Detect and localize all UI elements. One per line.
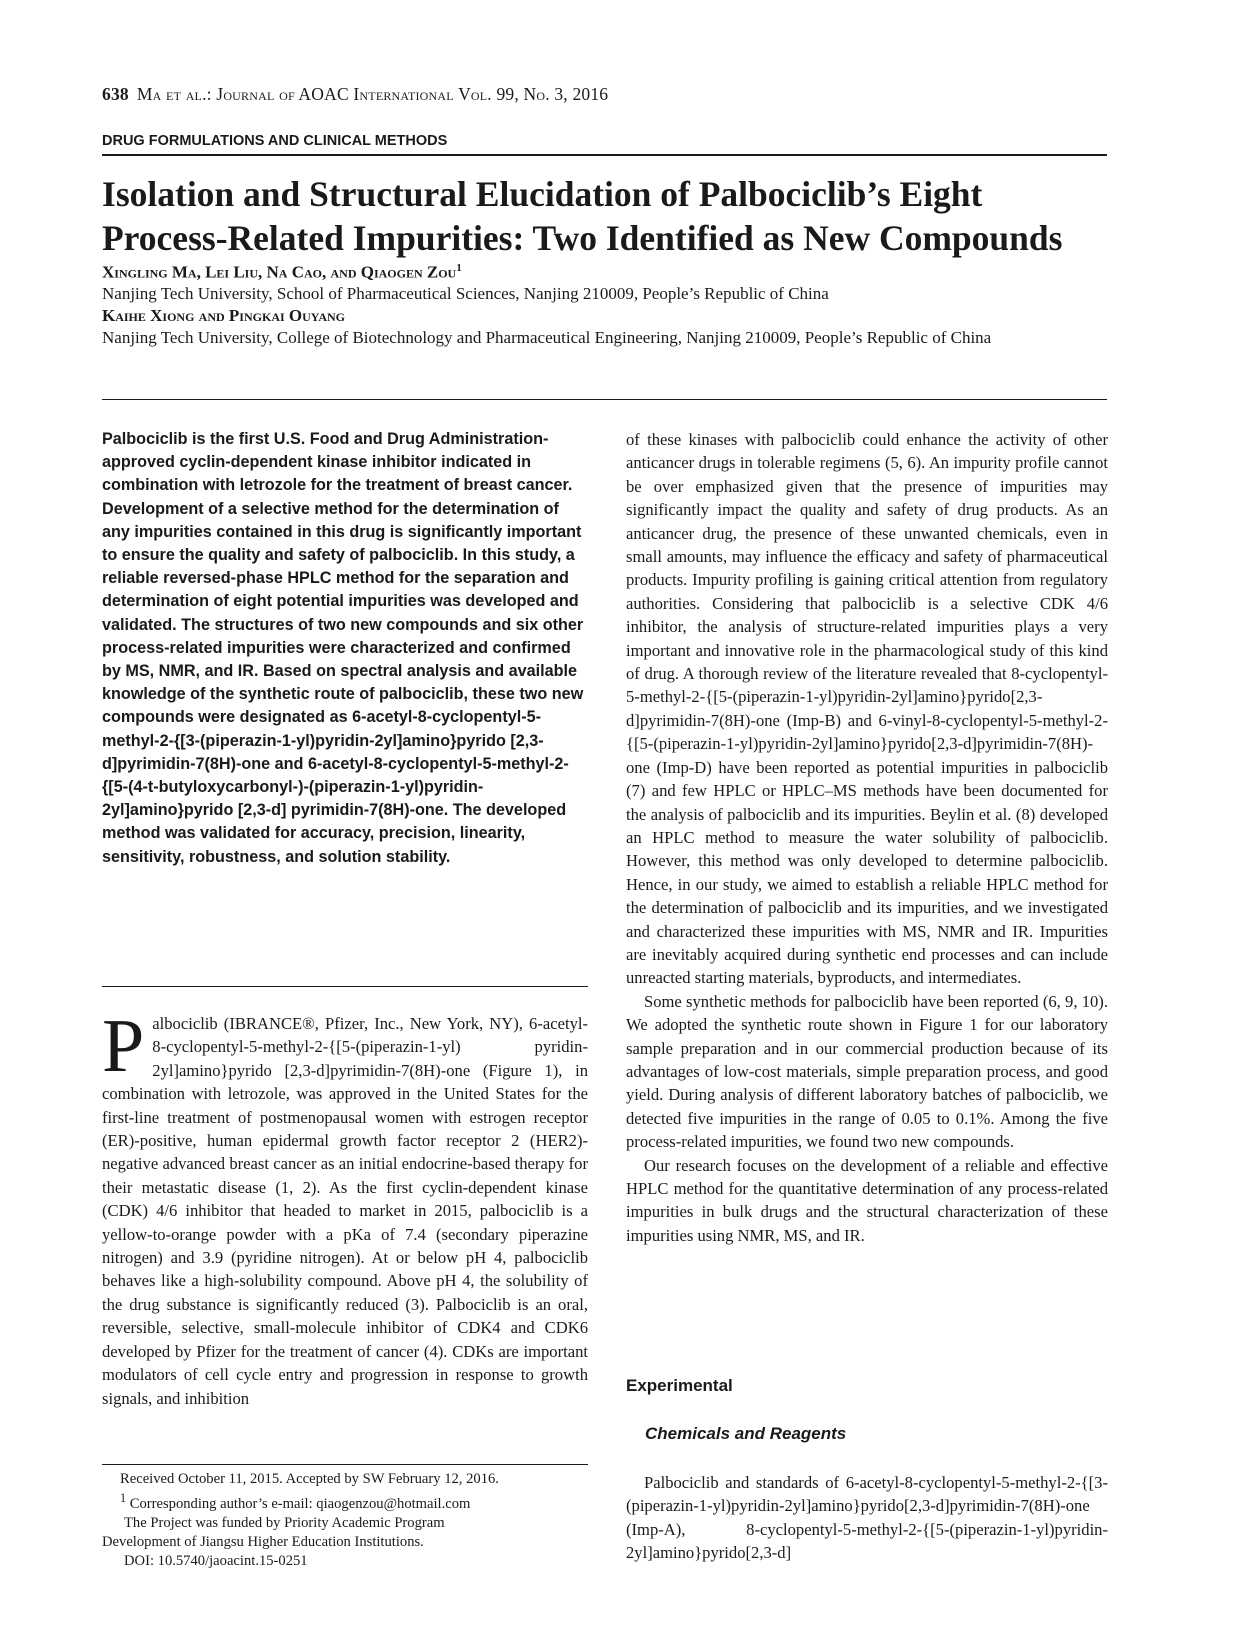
- section-label: DRUG FORMULATIONS AND CLINICAL METHODS: [102, 133, 448, 149]
- author-group-1: [102, 262, 1112, 283]
- experimental-heading: Experimental: [626, 1376, 733, 1395]
- author-group-2: Kaihe Xiong and Pingkai Ouyang: [102, 306, 346, 325]
- section-rule: [102, 154, 1107, 156]
- abstract-rule: [102, 986, 588, 987]
- paragraph-2: Some synthetic methods for palbociclib have been reported (6, 9, 10). We adopted the synthetic route shown in Figure 1 for our laboratory sample preparation and in our commercial production because of its advantages of low-cost materials, simple preparation process, and good yield. During analysis of different laboratory batches of palbociclib, we detected five impurities in the range of 0.05 to 0.1%. Among the five process-related impurities, we found two new compounds.: [626, 991, 1108, 1152]
- article-title: [102, 172, 1112, 260]
- corresponding-marker: 1: [456, 262, 462, 274]
- footnote-funding-2: Development of Jiangsu Higher Education Institutions.: [102, 1533, 424, 1550]
- affiliation-2: Nanjing Tech University, College of Biotechnology and Pharmaceutical Engineering, Nanjing 210009, People’s Republic of China: [102, 328, 992, 347]
- footnote-funding-1: The Project was funded by Priority Academic Program: [124, 1514, 445, 1531]
- footnote-rule: [102, 1464, 588, 1465]
- author-names-1: Xingling Ma, Lei Liu, Na Cao, and Qiaogen Zou: [102, 262, 457, 282]
- header-rule: [102, 399, 1107, 400]
- footnotes: [102, 1470, 588, 1571]
- footnote-doi: DOI: 10.5740/jaoacint.15-0251: [124, 1552, 308, 1569]
- title-line-2: Process-Related Impurities: Two Identified as New Compounds: [102, 218, 1063, 258]
- right-column: [626, 428, 1108, 1247]
- title-line-1: Isolation and Structural Elucidation of Palbociclib’s Eight: [102, 174, 983, 214]
- affiliation-1: Nanjing Tech University, School of Pharmaceutical Sciences, Nanjing 210009, People’s Republic of China: [102, 284, 829, 303]
- chemicals-subheading: Chemicals and Reagents: [645, 1424, 847, 1443]
- footnote-corresponding: [102, 1489, 588, 1514]
- chemicals-paragraph: Palbociclib and standards of 6-acetyl-8-cyclopentyl-5-methyl-2-{[3-(piperazin-1-yl)pyridin-2yl]amino}pyrido[2,3-d]pyrimidin-7(8H)-one (Imp-A), 8-cyclopentyl-5-methyl-2-{[5-(piperazin-1-yl)pyridin-2yl]amino}pyrido[2,3-d]: [626, 1473, 1108, 1563]
- footnote-received: Received October 11, 2015. Accepted by SW February 12, 2016.: [120, 1471, 499, 1487]
- paragraph-3: Our research focuses on the development of a reliable and effective HPLC method for the quantitative determination of any process-related impurities in bulk drugs and the structural characterization of these impurities using NMR, MS, and IR.: [626, 1155, 1108, 1245]
- page-number: 638: [102, 84, 129, 104]
- drop-cap: P: [102, 1004, 145, 1088]
- journal-citation: Ma et al.: Journal of AOAC International Vol. 99, No. 3, 2016: [136, 84, 609, 104]
- abstract: Palbociclib is the first U.S. Food and Drug Administration-approved cyclin-dependent kinase inhibitor indicated in combination with letrozole for the treatment of breast cancer. Development of a selective method for the determination of any impurities contained in this drug is significantly important to ensure the quality and safety of palbociclib. In this study, a reliable reversed-phase HPLC method for the separation and determination of eight potential impurities was developed and validated. The structures of two new compounds and six other process-related impurities were characterized and confirmed by MS, NMR, and IR. Based on spectral analysis and available knowledge of the synthetic route of palbociclib, these two new compounds were designated as 6-acetyl-8-cyclopentyl-5-methyl-2-{[3-(piperazin-1-yl)pyridin-2yl]amino}pyrido [2,3-d]pyrimidin-7(8H)-one and 6-acetyl-8-cyclopentyl-5-methyl-2-{[5-(4-t-butyloxycarbonyl-)-(piperazin-1-yl)pyridin-2yl]amino}pyrido [2,3-d] pyrimidin-7(8H)-one. The developed method was validated for accuracy, precision, linearity, sensitivity, robustness, and solution stability.: [102, 430, 584, 866]
- footnote-marker: 1: [120, 1491, 127, 1505]
- intro-text: albociclib (IBRANCE®, Pfizer, Inc., New York, NY), 6-acetyl-8-cyclopentyl-5-methyl-2-{[5-(piperazin-1-yl) pyridin-2yl]amino}pyrido [2,3-d]pyrimidin-7(8H)-one (Figure 1), in combination with letrozole, was approved in the United States for the first-line treatment of postmenopausal women with estrogen receptor (ER)-positive, human epidermal growth factor receptor 2 (HER2)-negative advanced breast cancer as an initial endocrine-based therapy for their metastatic disease (1, 2). As the first cyclin-dependent kinase (CDK) 4/6 inhibitor that headed to market in 2015, palbociclib is a yellow-to-orange powder with a pKa of 7.4 (secondary piperazine nitrogen) and 3.9 (pyridine nitrogen). At or below pH 4, palbociclib behaves like a high-solubility compound. Above pH 4, the solubility of the drug substance is significantly reduced (3). Palbociclib is an oral, reversible, selective, small-molecule inhibitor of CDK4 and CDK6 developed by Pfizer for the treatment of cancer (4). CDKs are important modulators of cell cycle entry and progression in response to growth signals, and inhibition: [102, 1014, 588, 1408]
- footnote-email: Corresponding author’s e-mail: qiaogenzou@hotmail.com: [129, 1495, 471, 1512]
- intro-paragraph: [102, 1004, 588, 1410]
- running-head: [102, 84, 608, 105]
- paragraph-1: of these kinases with palbociclib could enhance the activity of other anticancer drugs in tolerable regimens (5, 6). An impurity profile cannot be over emphasized given that the presence of impurities may significantly impact the quality and safety of drug products. As an anticancer drug, the presence of these unwanted chemicals, even in small amounts, may influence the efficacy and safety of pharmaceutical products. Impurity profiling is gaining critical attention from regulatory authorities. Considering that palbociclib is a selective CDK 4/6 inhibitor, the analysis of structure-related impurities plays a very important and innovative role in the pharmacological study of this kind of drug. A thorough review of the literature revealed that 8-cyclopentyl-5-methyl-2-{[5-(piperazin-1-yl)pyridin-2yl]amino}pyrido[2,3-d]pyrimidin-7(8H)-one (Imp-B) and 6-vinyl-8-cyclopentyl-5-methyl-2-{[5-(piperazin-1-yl)pyridin-2yl]amino}pyrido[2,3-d]pyrimidin-7(8H)-one (Imp-D) have been reported as potential impurities in palbociclib (7) and few HPLC or HPLC–MS methods have been documented for the analysis of palbociclib and its impurities. Beylin et al. (8) developed an HPLC method to measure the water solubility of palbociclib. However, this method was only developed to determine palbociclib. Hence, in our study, we aimed to establish a reliable HPLC method for the determination of palbociclib and its impurities, and we investigated and characterized these impurities with MS, NMR and IR. Impurities are inevitably acquired during synthetic end processes and can include unreacted starting materials, byproducts, and intermediates.: [626, 430, 1108, 988]
